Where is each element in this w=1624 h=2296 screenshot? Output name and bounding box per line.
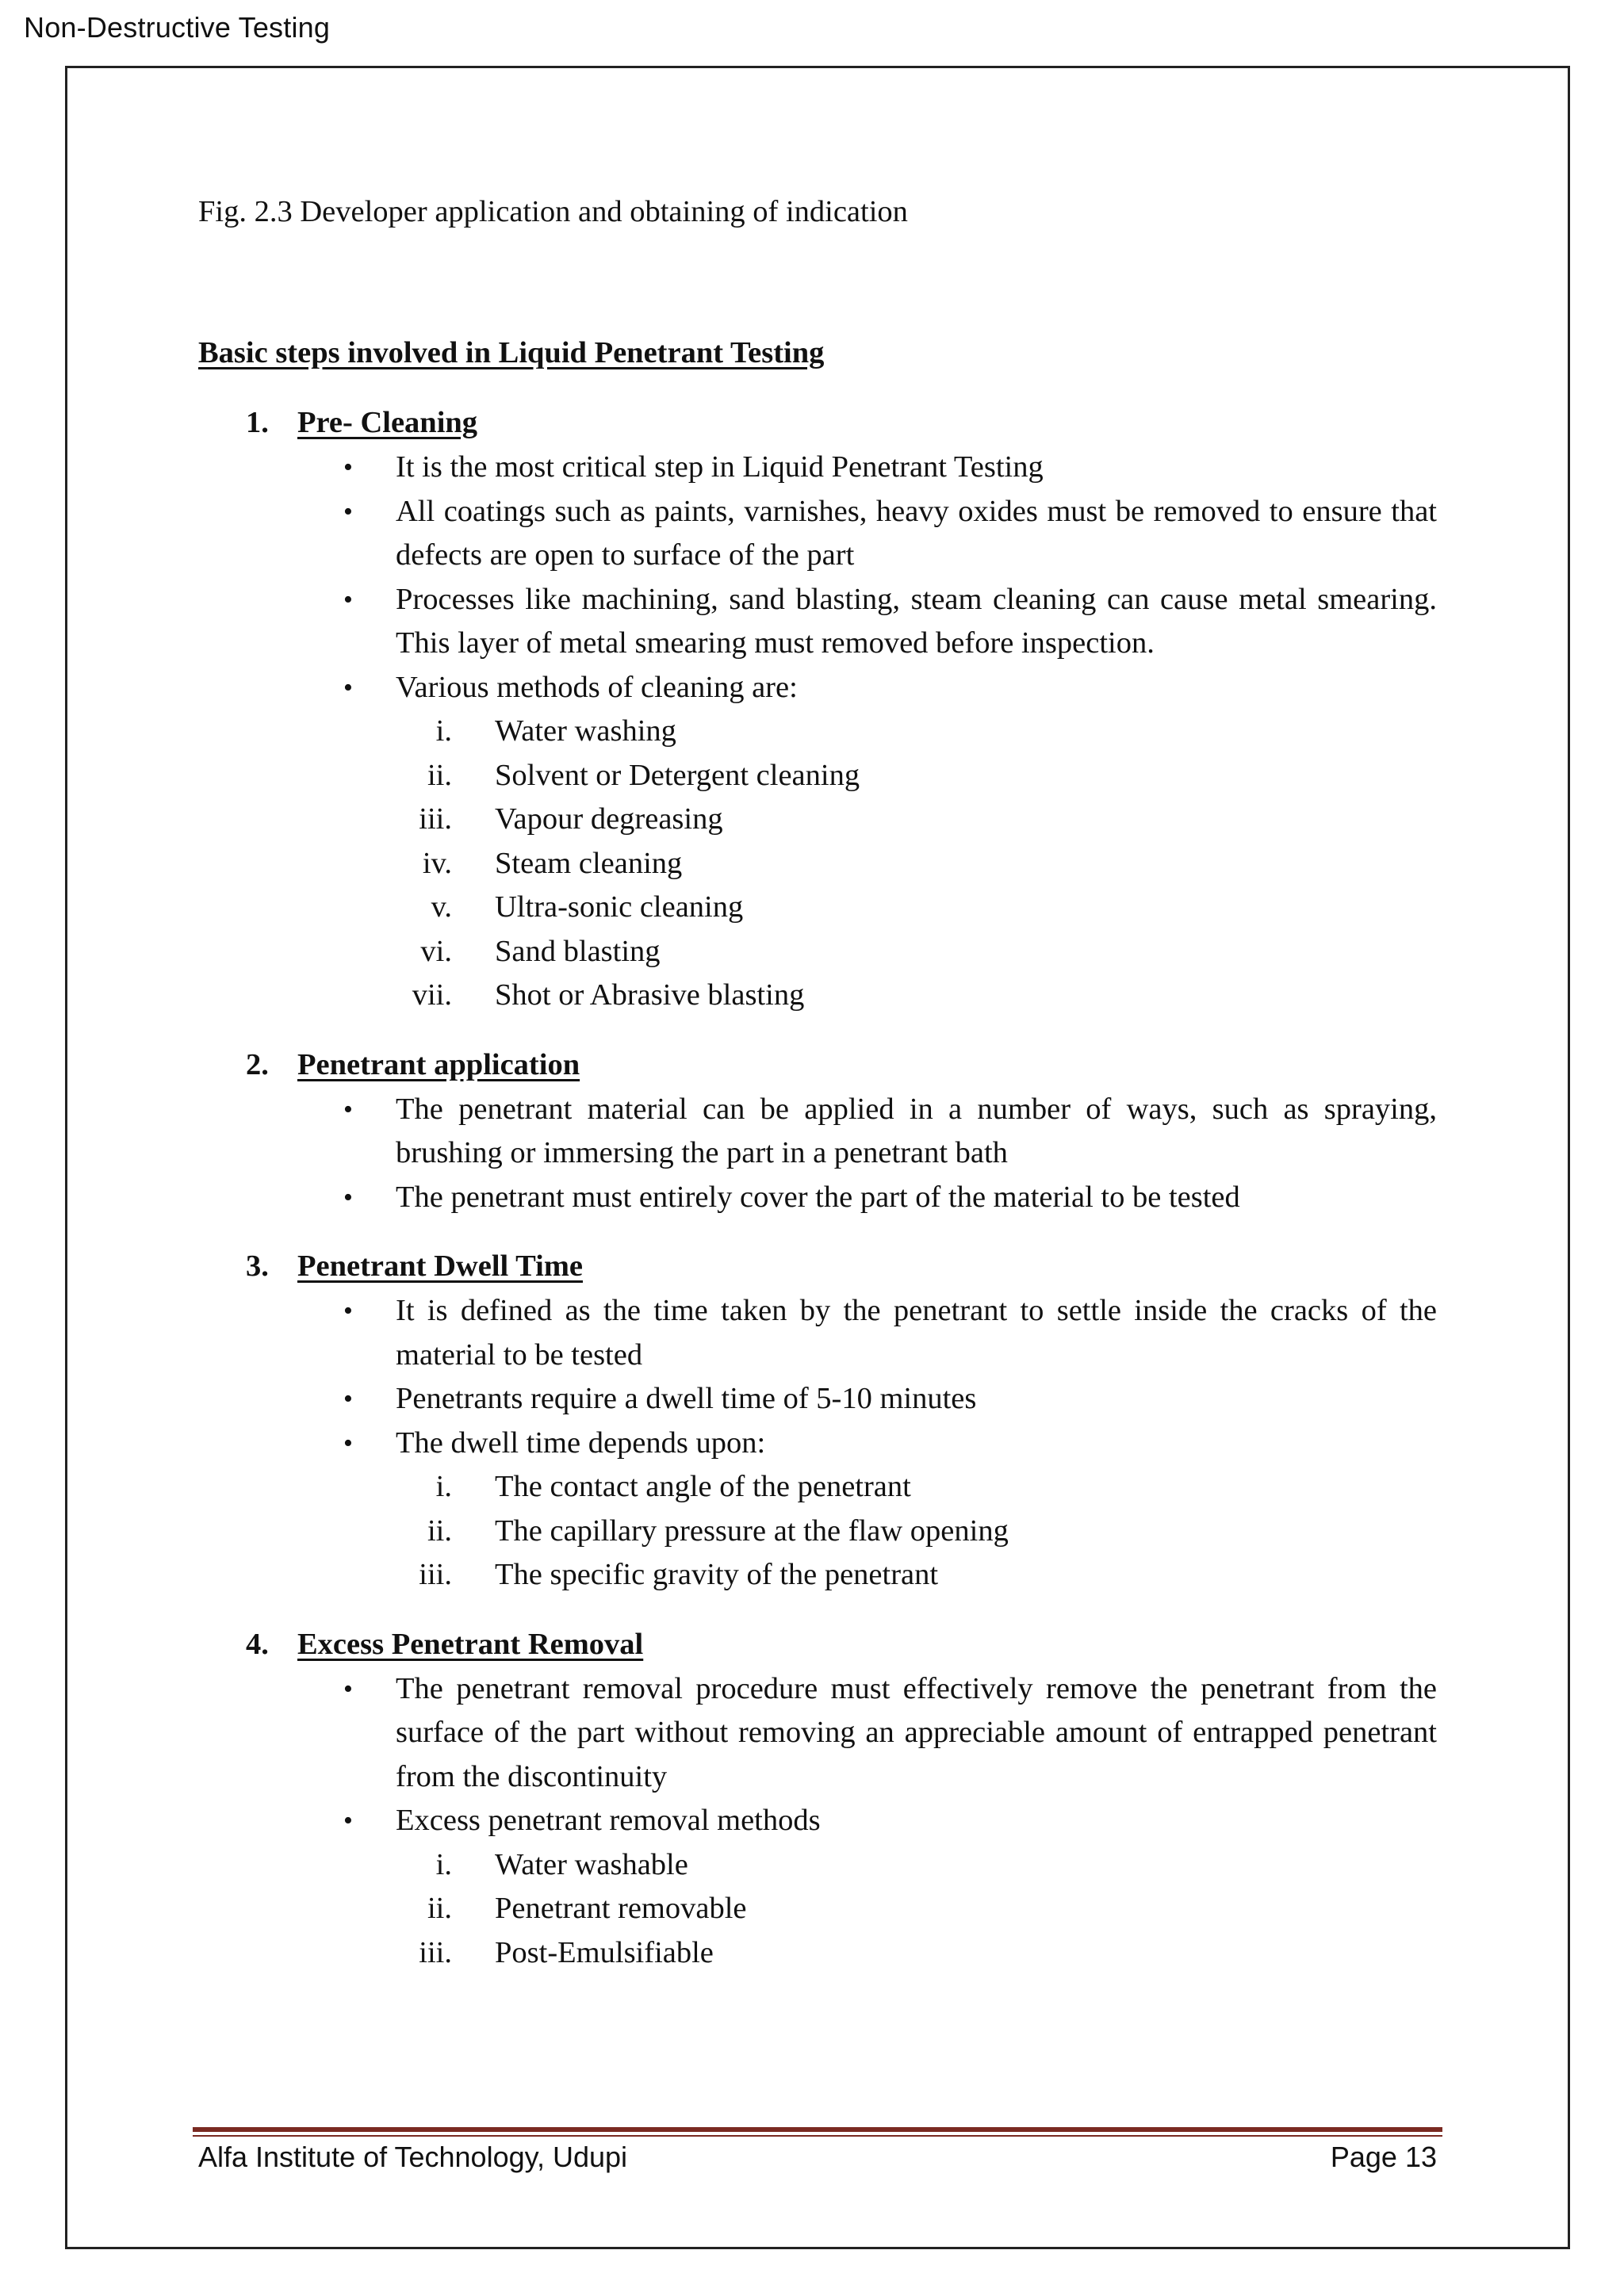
bullet-icon: • — [343, 1296, 353, 1326]
step-section — [198, 1623, 1437, 1976]
roman-list-item — [198, 1843, 1437, 1888]
page-content — [198, 190, 1437, 1975]
footer-institution: Alfa Institute of Technology, Udupi — [198, 2141, 628, 2173]
step-heading — [198, 401, 1437, 446]
roman-list-item — [198, 798, 1437, 842]
roman-numeral: iii. — [419, 1558, 452, 1591]
bullet-item — [198, 1088, 1437, 1176]
roman-item-text: Steam cleaning — [495, 846, 683, 880]
footer-page-number: Page 13 — [1330, 2141, 1437, 2173]
running-header: Non-Destructive Testing — [24, 11, 331, 44]
roman-item-text: Post-Emulsifiable — [495, 1935, 714, 1969]
bullet-text: It is the most critical step in Liquid Penetrant Testing — [396, 450, 1044, 484]
step-number: 2. — [246, 1047, 269, 1081]
bullet-text: Processes like machining, sand blasting, steam cleaning can cause metal smearing. This layer of metal smearing must removed before inspection. — [396, 582, 1437, 660]
figure-caption: Fig. 2.3 Developer application and obtaining of indication — [198, 195, 908, 228]
bullet-item — [198, 1377, 1437, 1422]
roman-numeral: ii. — [427, 758, 452, 792]
step-title: Pre- Cleaning — [297, 406, 478, 439]
roman-item-text: Water washing — [495, 714, 676, 748]
bullet-text: The penetrant material can be applied in a number of ways, such as spraying, brushing or immersing the part in a penetrant bath — [396, 1092, 1437, 1169]
roman-numeral: ii. — [427, 1513, 452, 1548]
bullet-item — [198, 1176, 1437, 1220]
step-number: 4. — [246, 1627, 269, 1661]
roman-numeral: vi. — [420, 934, 452, 968]
bullet-item — [198, 1799, 1437, 1843]
bullet-item — [198, 446, 1437, 490]
roman-list — [198, 1843, 1437, 1976]
roman-numeral: i. — [435, 1470, 452, 1503]
footer-rule-thin — [193, 2135, 1442, 2137]
bullet-item — [198, 1667, 1437, 1800]
bullet-text: It is defined as the time taken by the penetrant to settle inside the cracks of the material to be tested — [396, 1294, 1437, 1372]
roman-numeral: v. — [431, 890, 452, 924]
step-number: 3. — [246, 1249, 269, 1283]
roman-numeral: vii. — [412, 978, 452, 1012]
step-section — [198, 1245, 1437, 1598]
bullet-item — [198, 1289, 1437, 1377]
bullet-icon: • — [343, 1428, 353, 1458]
roman-numeral: i. — [435, 1847, 452, 1881]
step-title: Penetrant application — [297, 1047, 580, 1081]
step-title: Penetrant Dwell Time — [297, 1249, 583, 1283]
roman-numeral: i. — [435, 714, 452, 748]
roman-list — [198, 1465, 1437, 1598]
roman-item-text: Ultra-sonic cleaning — [495, 890, 744, 924]
step-section — [198, 401, 1437, 1018]
roman-item-text: Shot or Abrasive blasting — [495, 978, 805, 1012]
bullet-list — [198, 1667, 1437, 1843]
step-section — [198, 1043, 1437, 1220]
roman-item-text: Penetrant removable — [495, 1892, 747, 1925]
bullet-text: Excess penetrant removal methods — [396, 1804, 821, 1837]
roman-list-item — [198, 1931, 1437, 1976]
roman-item-text: Water washable — [495, 1847, 688, 1881]
bullet-icon: • — [343, 1674, 353, 1704]
roman-item-text: Sand blasting — [495, 934, 661, 968]
roman-numeral: ii. — [427, 1892, 452, 1925]
roman-item-text: Vapour degreasing — [495, 802, 723, 836]
roman-list-item — [198, 710, 1437, 754]
roman-item-text: Solvent or Detergent cleaning — [495, 758, 860, 792]
roman-list-item — [198, 886, 1437, 930]
bullet-icon: • — [343, 496, 353, 526]
bullet-item — [198, 1422, 1437, 1466]
step-title: Excess Penetrant Removal — [297, 1627, 644, 1661]
steps-list — [198, 401, 1437, 1975]
roman-numeral: iii. — [419, 1935, 452, 1969]
roman-list-item — [198, 842, 1437, 886]
roman-list-item — [198, 754, 1437, 798]
roman-list-item — [198, 1553, 1437, 1598]
bullet-list — [198, 1289, 1437, 1465]
bullet-item — [198, 666, 1437, 710]
bullet-text: All coatings such as paints, varnishes, heavy oxides must be removed to ensure that defects are open to surface of the part — [396, 494, 1437, 572]
roman-list-item — [198, 1510, 1437, 1554]
bullet-icon: • — [343, 1094, 353, 1124]
roman-numeral: iii. — [419, 802, 452, 836]
bullet-icon: • — [343, 1182, 353, 1212]
bullet-text: The penetrant removal procedure must effectively remove the penetrant from the surface of the part without removing an appreciable amount of entrapped penetrant from the discontinuity — [396, 1671, 1437, 1793]
roman-list — [198, 710, 1437, 1018]
roman-item-text: The contact angle of the penetrant — [495, 1470, 911, 1503]
roman-item-text: The capillary pressure at the flaw opening — [495, 1513, 1009, 1548]
bullet-text: Penetrants require a dwell time of 5-10 minutes — [396, 1382, 977, 1415]
bullet-text: The penetrant must entirely cover the part of the material to be tested — [396, 1180, 1240, 1214]
bullet-icon: • — [343, 672, 353, 702]
bullet-icon: • — [343, 584, 353, 614]
roman-list-item — [198, 930, 1437, 974]
step-heading — [198, 1043, 1437, 1088]
bullet-item — [198, 578, 1437, 666]
bullet-list — [198, 1088, 1437, 1220]
step-heading — [198, 1245, 1437, 1289]
step-number: 1. — [246, 406, 269, 439]
section-heading: Basic steps involved in Liquid Penetrant Testing — [198, 336, 825, 369]
step-heading — [198, 1623, 1437, 1667]
bullet-text: The dwell time depends upon: — [396, 1425, 766, 1460]
roman-list-item — [198, 974, 1437, 1018]
footer-rule — [193, 2127, 1442, 2132]
bullet-item — [198, 490, 1437, 578]
bullet-list — [198, 446, 1437, 710]
bullet-icon: • — [343, 453, 353, 482]
roman-numeral: iv. — [422, 846, 452, 880]
roman-item-text: The specific gravity of the penetrant — [495, 1558, 939, 1591]
bullet-icon: • — [343, 1806, 353, 1835]
bullet-text: Various methods of cleaning are: — [396, 670, 798, 704]
bullet-icon: • — [343, 1384, 353, 1414]
roman-list-item — [198, 1887, 1437, 1931]
roman-list-item — [198, 1465, 1437, 1510]
